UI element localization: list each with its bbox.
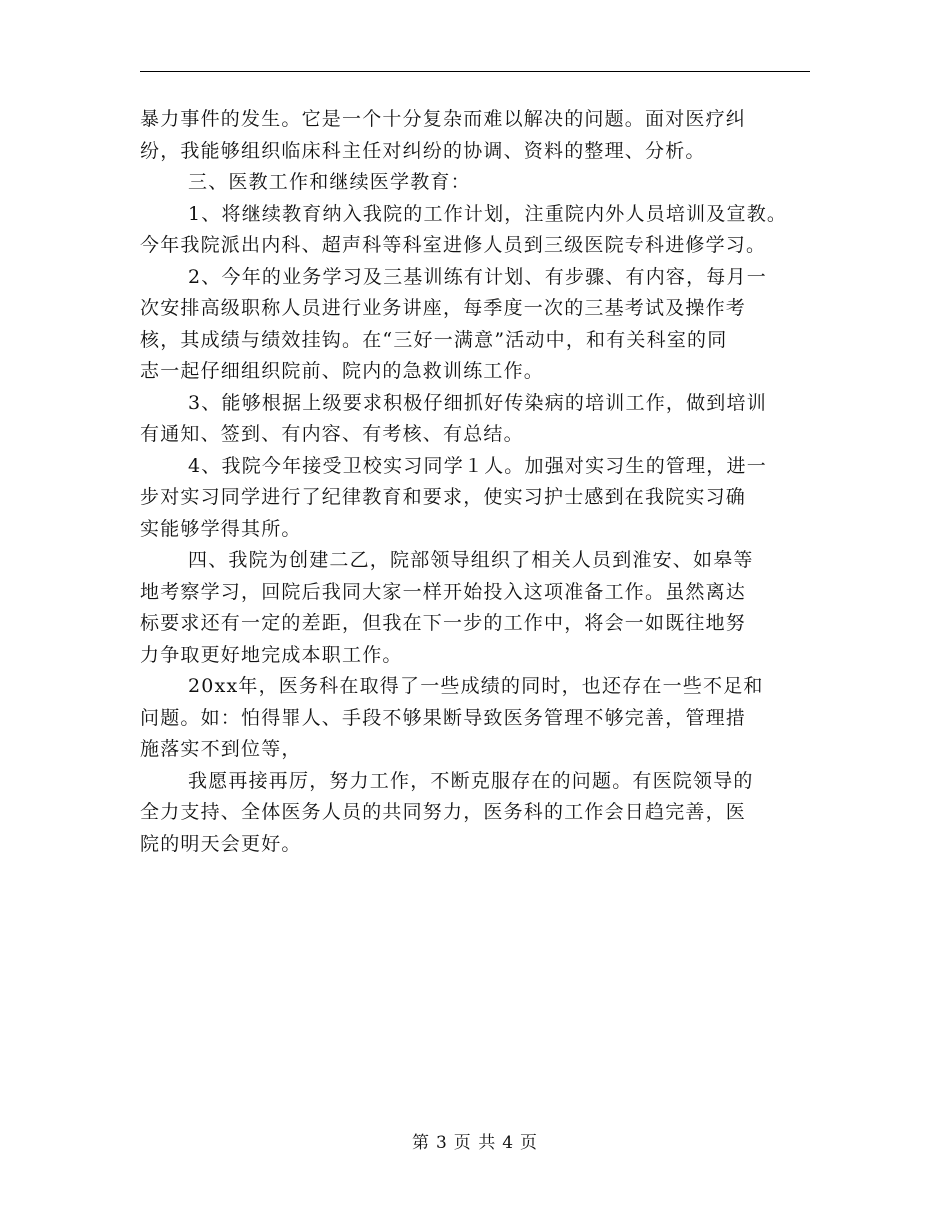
text-line: 我愿再接再厉，努力工作，不断克服存在的问题。有医院领导的 (188, 769, 754, 792)
text-line: 三、医教工作和继续医学教育： (188, 171, 471, 193)
text-line: 院的明天会更好。 (140, 832, 302, 855)
header-rule (140, 71, 810, 72)
text-line: 步对实习同学进行了纪律教育和要求，使实习护士感到在我院实习确 (140, 486, 747, 508)
footer-total-pages: 4 (502, 1133, 515, 1153)
text-line: 实能够学得其所。 (140, 517, 302, 540)
text-line: 志一起仔细组织院前、院内的急救训练工作。 (140, 360, 545, 382)
document-body (140, 104, 810, 860)
text-line: 力争取更好地完成本职工作。 (140, 643, 403, 666)
text-line: 施落实不到位等， (140, 738, 302, 760)
text-line: 次安排高级职称人员进行业务讲座，每季度一次的三基考试及操作考 (140, 297, 747, 319)
page-footer (0, 1128, 950, 1153)
text-line: 2、今年的业务学习及三基训练有计划、有步骤、有内容，每月一 (188, 265, 767, 288)
footer-middle: 页 共 (453, 1133, 497, 1153)
text-line: 问题。如：怕得罪人、手段不够果断导致医务管理不够完善，管理措 (140, 706, 747, 729)
text-line: 核，其成绩与绩效挂钩。在“三好一满意”活动中，和有关科室的同 (140, 328, 728, 351)
text-line: 4、我院今年接受卫校实习同学１人。加强对实习生的管理，进一 (188, 454, 767, 477)
footer-suffix: 页 (520, 1133, 539, 1153)
text-line: 地考察学习，回院后我同大家一样开始投入这项准备工作。虽然离达 (140, 580, 747, 603)
footer-prefix: 第 (411, 1133, 430, 1153)
text-line: 3、能够根据上级要求积极仔细抓好传染病的培训工作，做到培训 (188, 391, 767, 414)
text-line: 标要求还有一定的差距，但我在下一步的工作中，将会一如既往地努 (140, 612, 747, 634)
text-line: 暴力事件的发生。它是一个十分复杂而难以解决的问题。面对医疗纠 (140, 108, 747, 130)
text-line: 1、将继续教育纳入我院的工作计划，注重院内外人员培训及宣教。 (188, 202, 788, 225)
text-line: 有通知、签到、有内容、有考核、有总结。 (140, 423, 524, 445)
text-line: 四、我院为创建二乙，院部领导组织了相关人员到淮安、如皋等 (188, 549, 754, 571)
text-line: 全力支持、全体医务人员的共同努力，医务科的工作会日趋完善，医 (140, 801, 747, 823)
text-line: 20xx年，医务科在取得了一些成绩的同时，也还存在一些不足和 (188, 675, 764, 697)
footer-page-number: 3 (435, 1133, 448, 1153)
text-line: 纷，我能够组织临床科主任对纠纷的协调、资料的整理、分析。 (140, 139, 706, 162)
text-line: 今年我院派出内科、超声科等科室进修人员到三级医院专科进修学习。 (140, 234, 767, 256)
